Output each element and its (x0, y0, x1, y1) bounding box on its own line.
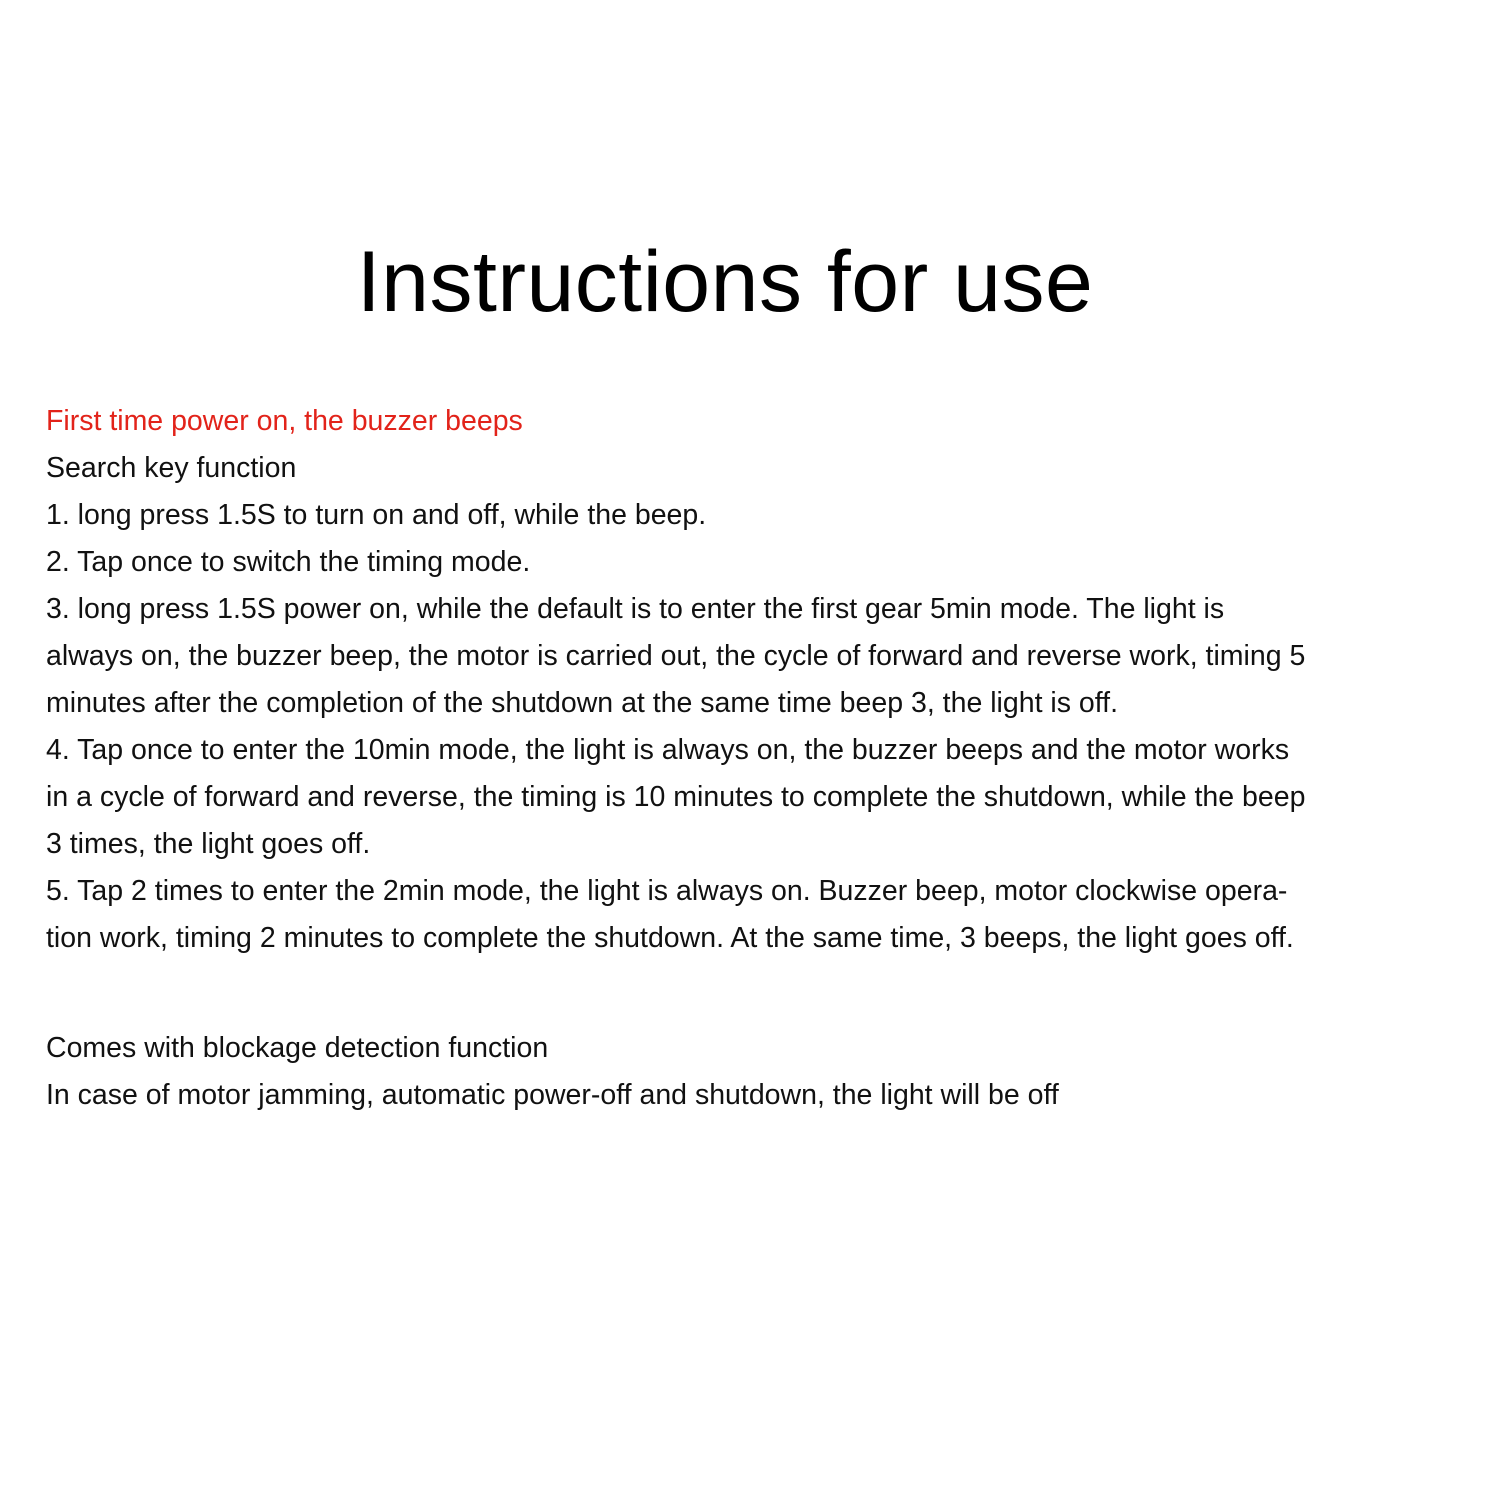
instruction-item-3-line-2: always on, the buzzer beep, the motor is carried out, the cycle of forward and reverse work, timing 5 (46, 640, 1306, 672)
page-title: Instructions for use (356, 234, 1094, 330)
instruction-item-3-line-3: minutes after the completion of the shutdown at the same time beep 3, the light is off. (46, 687, 1119, 719)
section-spacer (46, 962, 1471, 1025)
instruction-item-5-line-1: 5. Tap 2 times to enter the 2min mode, the light is always on. Buzzer beep, motor clockwise opera- (46, 875, 1288, 907)
instruction-item-3-line-1: 3. long press 1.5S power on, while the default is to enter the first gear 5min mode. The light is (46, 593, 1225, 625)
instruction-item-4-line-3: 3 times, the light goes off. (46, 828, 371, 860)
instruction-item-5-line-2: tion work, timing 2 minutes to complete the shutdown. At the same time, 3 beeps, the light goes off. (46, 922, 1294, 954)
instructions-body (46, 398, 1471, 1119)
instruction-item-2: 2. Tap once to switch the timing mode. (46, 546, 531, 578)
blockage-text: In case of motor jamming, automatic power-off and shutdown, the light will be off (46, 1079, 1059, 1111)
instruction-item-4-line-1: 4. Tap once to enter the 10min mode, the light is always on, the buzzer beeps and the motor works (46, 734, 1290, 766)
blockage-heading: Comes with blockage detection function (46, 1032, 549, 1064)
search-key-heading: Search key function (46, 452, 297, 484)
instruction-item-4-line-2: in a cycle of forward and reverse, the timing is 10 minutes to complete the shutdown, while the beep (46, 781, 1306, 813)
instruction-item-1: 1. long press 1.5S to turn on and off, while the beep. (46, 499, 707, 531)
power-on-note: First time power on, the buzzer beeps (46, 405, 523, 437)
